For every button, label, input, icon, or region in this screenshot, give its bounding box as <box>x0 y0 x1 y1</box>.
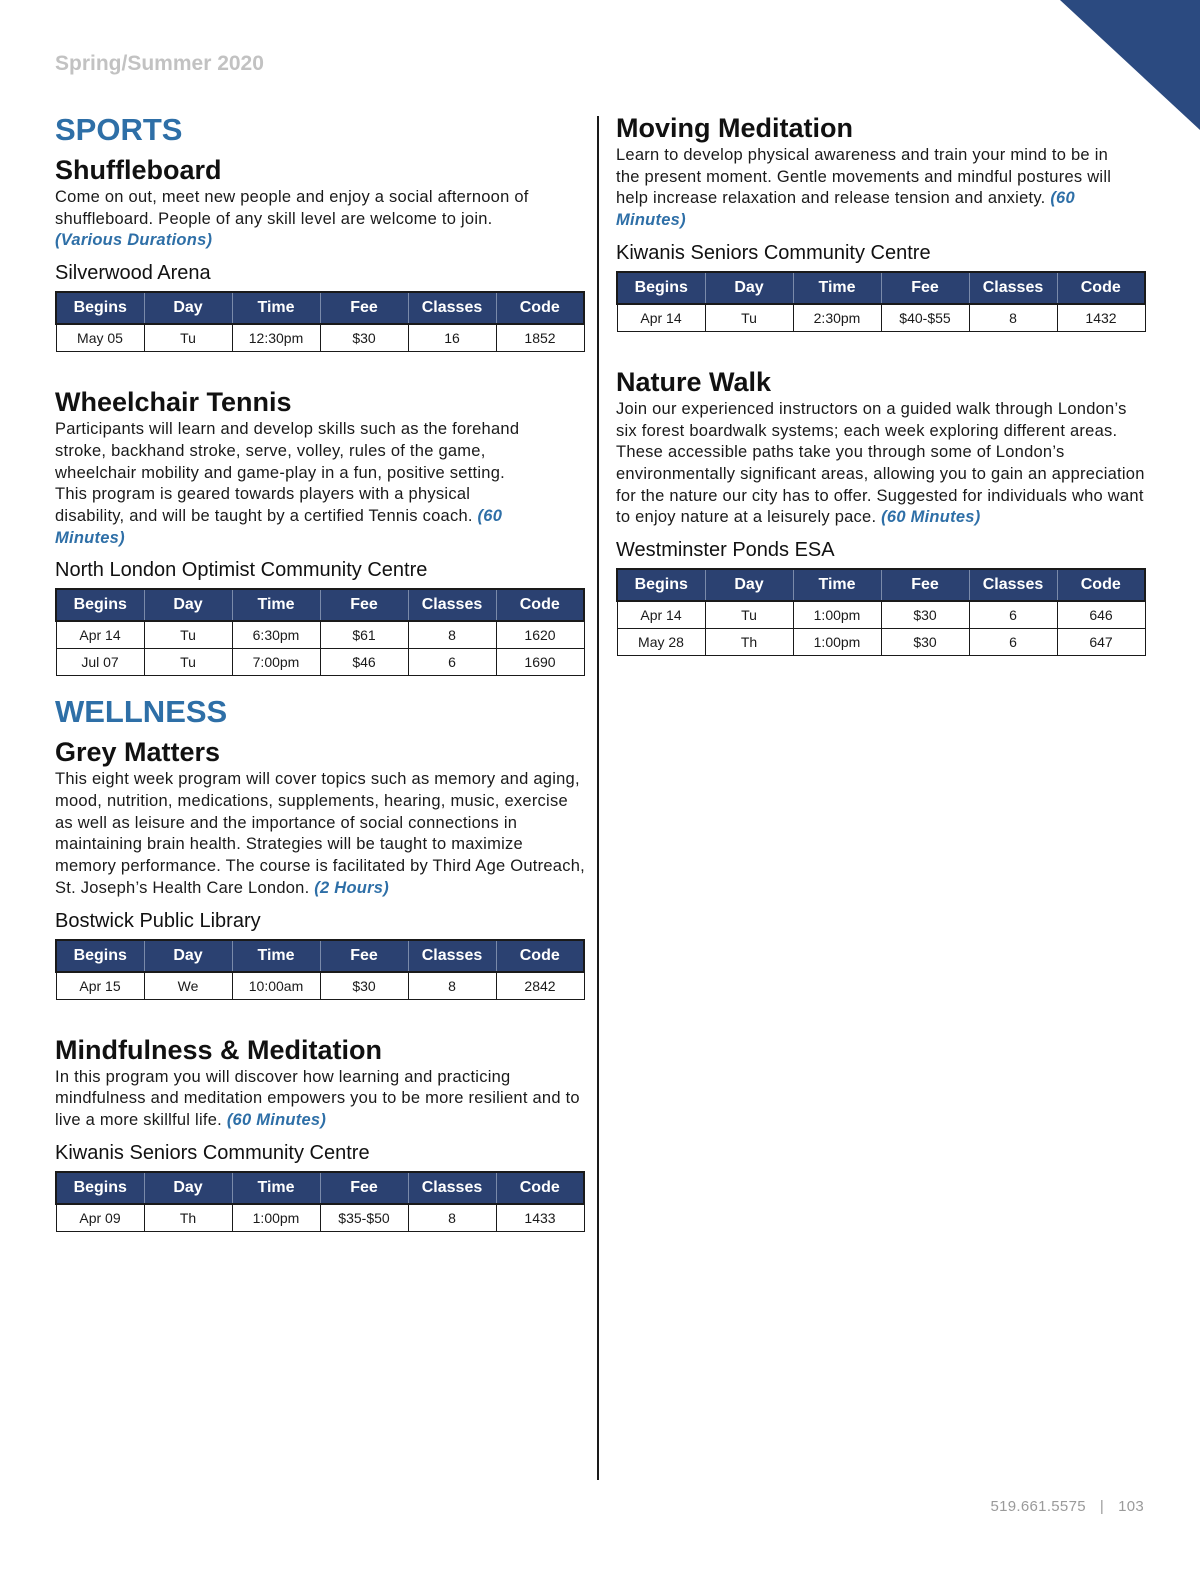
column-header-classes: Classes <box>408 1172 496 1204</box>
cell-day: Tu <box>705 601 793 629</box>
column-header-time: Time <box>232 589 320 621</box>
column-header-code: Code <box>496 589 584 621</box>
table-header-row <box>617 272 1145 304</box>
cell-classes: 6 <box>969 601 1057 629</box>
program-duration: (2 Hours) <box>314 878 389 897</box>
cell-fee: $30 <box>881 601 969 629</box>
column-header-time: Time <box>232 1172 320 1204</box>
cell-time: 2:30pm <box>793 304 881 332</box>
program-duration: (60 Minutes) <box>55 506 503 547</box>
column-header-classes: Classes <box>969 569 1057 601</box>
column-header-classes: Classes <box>408 589 496 621</box>
column-header-begins: Begins <box>56 589 144 621</box>
column-header-code: Code <box>496 292 584 324</box>
table-row <box>617 629 1145 656</box>
page-footer <box>991 1498 1145 1515</box>
program-nature-walk <box>616 366 1146 656</box>
cell-time: 10:00am <box>232 972 320 1000</box>
table-header-row <box>617 569 1145 601</box>
cell-code: 1690 <box>496 649 584 676</box>
program-description: Join our experienced instructors on a guided walk through London’s six forest boardwalk systems; each week exploring different areas. These accessible paths take you through some of London’s environmentally significant areas, allowing you to gain an appreciation for the nature our city has to offer. Suggested for individuals who want to enjoy nature at a leisurely pace. (60 Minutes) <box>616 399 1145 527</box>
left-column <box>55 112 585 1232</box>
column-header-fee: Fee <box>320 589 408 621</box>
program-duration: (Various Durations) <box>55 231 213 250</box>
cell-classes: 8 <box>969 304 1057 332</box>
cell-fee: $30 <box>881 629 969 656</box>
cell-time: 1:00pm <box>793 629 881 656</box>
cell-begins: Apr 14 <box>617 304 705 332</box>
cell-begins: Apr 15 <box>56 972 144 1000</box>
schedule-table <box>616 568 1146 656</box>
cell-code: 1620 <box>496 621 584 649</box>
corner-triangle-decoration <box>1060 0 1200 130</box>
column-header-day: Day <box>144 1172 232 1204</box>
table-header-row <box>56 940 584 972</box>
program-description: Come on out, meet new people and enjoy a social afternoon of shuffleboard. People of any skill level are welcome to join. (Various Durations) <box>55 188 529 250</box>
program-duration: (60 Minutes) <box>226 1110 327 1129</box>
cell-time: 1:00pm <box>793 601 881 629</box>
program-title: Nature Walk <box>616 366 772 397</box>
column-header-code: Code <box>1057 569 1145 601</box>
cell-day: Tu <box>144 621 232 649</box>
column-header-begins: Begins <box>56 292 144 324</box>
table-row <box>56 324 584 352</box>
cell-classes: 8 <box>408 621 496 649</box>
cell-begins: Apr 09 <box>56 1204 144 1232</box>
cell-code: 1852 <box>496 324 584 352</box>
program-title: Mindfulness & Meditation <box>55 1034 382 1065</box>
program-title: Wheelchair Tennis <box>55 387 292 418</box>
column-header-fee: Fee <box>320 940 408 972</box>
footer-separator: | <box>1099 1498 1105 1515</box>
table-header-row <box>56 1172 584 1204</box>
column-header-fee: Fee <box>320 1172 408 1204</box>
cell-time: 6:30pm <box>232 621 320 649</box>
table-row <box>617 304 1145 332</box>
column-header-begins: Begins <box>56 940 144 972</box>
program-location: Kiwanis Seniors Community Centre <box>55 1141 370 1164</box>
cell-day: Th <box>705 629 793 656</box>
column-header-code: Code <box>496 940 584 972</box>
program-title: Moving Meditation <box>616 113 853 143</box>
schedule-table <box>55 291 585 352</box>
program-moving-meditation <box>616 112 1146 332</box>
cell-day: Th <box>144 1204 232 1232</box>
column-header-time: Time <box>793 569 881 601</box>
column-header-code: Code <box>496 1172 584 1204</box>
schedule-table <box>55 1171 585 1232</box>
column-header-day: Day <box>144 940 232 972</box>
table-row <box>56 621 584 649</box>
cell-code: 646 <box>1057 601 1145 629</box>
column-header-day: Day <box>144 589 232 621</box>
column-divider <box>597 116 599 1480</box>
program-description: In this program you will discover how learning and practicing mindfulness and meditation empowers you to be more resilient and to live a more skillful life. (60 Minutes) <box>55 1067 580 1129</box>
cell-begins: Jul 07 <box>56 649 144 676</box>
program-duration: (60 Minutes) <box>616 189 1075 230</box>
table-header-row <box>56 292 584 324</box>
cell-code: 647 <box>1057 629 1145 656</box>
program-title: Shuffleboard <box>55 155 222 185</box>
table-row <box>56 649 584 676</box>
table-row <box>56 972 584 1000</box>
cell-fee: $30 <box>320 324 408 352</box>
program-wheelchair-tennis <box>55 386 585 676</box>
column-header-day: Day <box>705 272 793 304</box>
column-header-classes: Classes <box>408 292 496 324</box>
cell-code: 1433 <box>496 1204 584 1232</box>
program-title: Grey Matters <box>55 737 221 768</box>
program-grey-matters <box>55 736 585 999</box>
program-location: Bostwick Public Library <box>55 909 261 932</box>
cell-begins: May 05 <box>56 324 144 352</box>
cell-begins: Apr 14 <box>617 601 705 629</box>
column-header-fee: Fee <box>881 569 969 601</box>
schedule-table <box>55 939 585 1000</box>
column-header-fee: Fee <box>320 292 408 324</box>
column-header-classes: Classes <box>969 272 1057 304</box>
column-header-fee: Fee <box>881 272 969 304</box>
program-location: North London Optimist Community Centre <box>55 559 428 582</box>
program-mindfulness-meditation <box>55 1034 585 1232</box>
cell-classes: 8 <box>408 972 496 1000</box>
cell-code: 2842 <box>496 972 584 1000</box>
cell-classes: 16 <box>408 324 496 352</box>
column-header-day: Day <box>144 292 232 324</box>
section-heading-sports: SPORTS <box>55 112 183 147</box>
cell-fee: $35-$50 <box>320 1204 408 1232</box>
schedule-table <box>55 588 585 676</box>
right-column <box>616 112 1146 656</box>
season-label: Spring/Summer 2020 <box>55 52 264 75</box>
column-header-day: Day <box>705 569 793 601</box>
cell-code: 1432 <box>1057 304 1145 332</box>
cell-time: 7:00pm <box>232 649 320 676</box>
cell-fee: $30 <box>320 972 408 1000</box>
cell-time: 12:30pm <box>232 324 320 352</box>
cell-classes: 6 <box>969 629 1057 656</box>
program-description: Learn to develop physical awareness and train your mind to be in the present moment. Gentle movements and mindful postures will help increase relaxation and release tension and anxiety. (60 Minutes) <box>616 146 1112 230</box>
section-heading-wellness: WELLNESS <box>55 694 228 730</box>
program-location: Silverwood Arena <box>55 262 211 285</box>
column-header-time: Time <box>793 272 881 304</box>
column-header-time: Time <box>232 292 320 324</box>
cell-day: Tu <box>705 304 793 332</box>
page-number: 103 <box>1118 1498 1144 1515</box>
schedule-table <box>616 271 1146 332</box>
cell-fee: $61 <box>320 621 408 649</box>
cell-day: Tu <box>144 649 232 676</box>
cell-day: Tu <box>144 324 232 352</box>
program-description: Participants will learn and develop skills such as the forehand stroke, backhand stroke, serve, volley, rules of the game, wheelchair mobility and game-play in a fun, positive setting. This program is geared towards players with a physical disability, and will be taught by a certified Tennis coach. (60 Minutes) <box>55 420 520 547</box>
column-header-begins: Begins <box>617 569 705 601</box>
phone-number: 519.661.5575 <box>990 1498 1086 1515</box>
cell-classes: 8 <box>408 1204 496 1232</box>
program-location: Westminster Ponds ESA <box>616 539 835 562</box>
column-header-time: Time <box>232 940 320 972</box>
column-header-classes: Classes <box>408 940 496 972</box>
cell-classes: 6 <box>408 649 496 676</box>
program-duration: (60 Minutes) <box>881 508 981 527</box>
column-header-code: Code <box>1057 272 1145 304</box>
program-description: This eight week program will cover topics such as memory and aging, mood, nutrition, medications, supplements, hearing, music, exercise as well as leisure and the importance of social connections in maintaining brain health. Strategies will be taught to maximize memory performance. The course is facilitated by Third Age Outreach, St. Joseph’s Health Care London. (2 Hours) <box>55 770 585 897</box>
cell-begins: May 28 <box>617 629 705 656</box>
cell-day: We <box>144 972 232 1000</box>
table-header-row <box>56 589 584 621</box>
column-header-begins: Begins <box>56 1172 144 1204</box>
table-row <box>617 601 1145 629</box>
cell-fee: $40-$55 <box>881 304 969 332</box>
table-row <box>56 1204 584 1232</box>
program-shuffleboard <box>55 154 585 352</box>
column-header-begins: Begins <box>617 272 705 304</box>
cell-fee: $46 <box>320 649 408 676</box>
program-location: Kiwanis Seniors Community Centre <box>616 241 931 264</box>
cell-begins: Apr 14 <box>56 621 144 649</box>
cell-time: 1:00pm <box>232 1204 320 1232</box>
